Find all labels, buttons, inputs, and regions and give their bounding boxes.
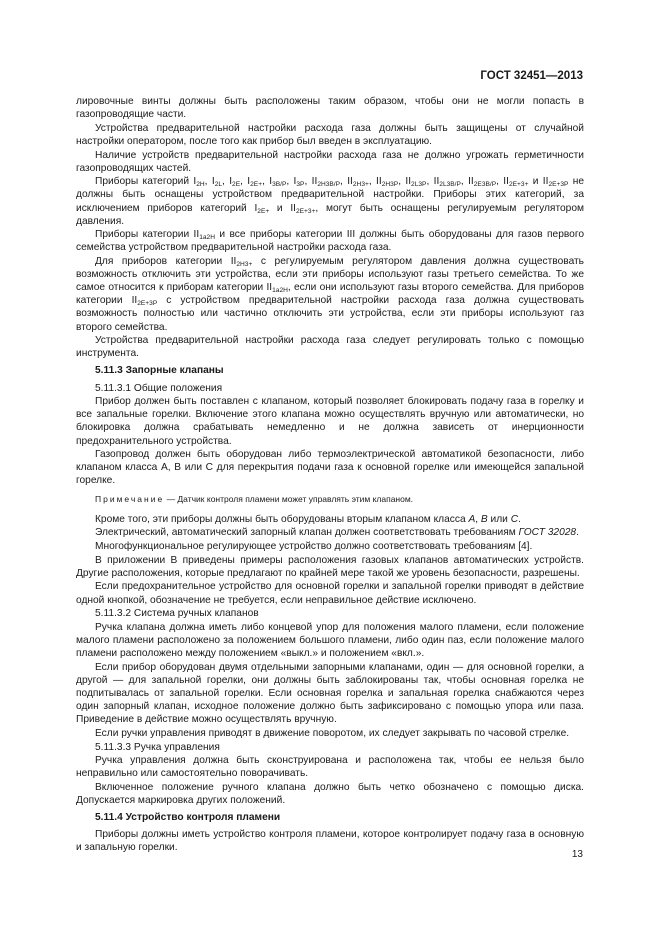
paragraph: Приборы категории $II_{1a2H}$ и все приборы категории III должны быть оборудованы для газов первого семейства устройством предварительной настройки расхода газа. [76,229,584,254]
paragraph: Если прибор оборудован двумя отдельными запорными клапанами, один — для основной горелки, а другой — для запальной горелки, они должны быть заблокированы так, чтобы основная горелка не подпитывалась от запальной горелки. Если основная горелка и запальная горелка снабжаются через один запорный клапан, исходное положение должно быть зафиксировано с помощью упора или паза. Приведение в действие можно осуществлять вручную. [76,661,584,726]
note-label: Примечание [95,494,165,505]
paragraph: Наличие устройств предварительной настройки расхода газа не должно угрожать герметичности газопроводящих частей. [76,149,584,174]
paragraph: Если ручки управления приводят в движение поворотом, их следует закрывать по часовой стрелке. [95,727,570,739]
page-number: 13 [571,849,583,860]
paragraph: Приборы категорий $I_{2H}$, $I_{2L}$, $I_{2E}$, $I_{2E+}$, $I_{3B/P}$, $I_{3P}$, $II_{2H3B/P}$, $II_{2H3+}$, $II_{2H3P}$, $II_{2L3P}$, $II_{2L3B/P}$, $II_{2E3B/P}$, $II_{2E+3+}$ и $II_{2E+3P}$ не должны быть оснащены устройством предварительной настройки. Приборы этих категорий, за исключением приборов категорий $I_{2E+}$ и $II_{2E+3+}$, могут быть оснащены регулируемым регулятором давления. [76,176,585,227]
document-header: ГОСТ 32451—2013 [480,70,583,82]
paragraph: Электрический, автоматический запорный клапан должен соответствовать требованиям ГОСТ 32028. [95,527,579,539]
paragraph: Включенное положение ручного клапана должно быть четко обозначено с помощью диска. Допускается маркировка других положений. [76,781,584,807]
paragraph: лировочные винты должны быть расположены таким образом, чтобы они не могли попасть в газопроводящие части. [76,96,584,121]
paragraph: Ручка управления должна быть сконструирована и расположена так, чтобы ее нельзя было неправильно или самостоятельно поворачивать. [76,755,584,780]
paragraph: Устройства предварительной настройки расхода газа должны быть защищены от случайной настройки оператором, после того как прибор был введен в эксплуатацию. [76,122,584,147]
paragraph: Кроме того, эти приборы должны быть оборудованы вторым клапаном класса А, В или С. [95,513,521,525]
note: Примечание — Датчик контроля пламени может управлять этим клапаном. [95,494,414,505]
section-heading: 5.11.4 Устройство контроля пламени [95,812,281,824]
subsection-title: 5.11.3.2 Система ручных клапанов [95,608,259,620]
paragraph: Газопровод должен быть оборудован либо термоэлектрической автоматикой безопасности, либо клапаном класса А, В или С для перекрытия подачи газа к основной горелке или имеющейся запальной горелке. [76,449,584,487]
paragraph: Приборы должны иметь устройство контроля пламени, которое контролирует подачу газа в основную и запальную горелки. [76,829,584,854]
document-body [76,95,584,855]
section-heading: 5.11.3 Запорные клапаны [95,365,224,377]
paragraph: В приложении В приведены примеры расположения газовых клапанов автоматических устройств. Другие расположения, которые предлагают по крайней мере такой же уровень безопасности, разрешены. [76,554,584,579]
paragraph: Прибор должен быть поставлен с клапаном, который позволяет блокировать подачу газа в горелку и все запальные горелки. Включение этого клапана можно осуществлять вручную или автоматически, но блокировка должна срабатывать немедленно и не должна зависеть от инерционности предохранительного устройства. [76,396,584,447]
subsection-title: 5.11.3.3 Ручка управления [95,741,220,753]
paragraph: Многофункциональное регулирующее устройство должно соответствовать требованиям [4]. [95,540,533,552]
paragraph: Ручка клапана должна иметь либо концевой упор для положения малого пламени, если положение малого пламени расположено за положением большого пламени, либо один паз, если положение малого пламени расположено между положением «выкл.» и положением «вкл.». [76,621,584,660]
paragraph: Если предохранительное устройство для основной горелки и запальной горелки приводят в действие одной кнопкой, обозначение не требуется, если неправильное действие исключено. [76,581,584,606]
subsection-title: 5.11.3.1 Общие положения [95,382,223,394]
paragraph: Устройства предварительной настройки расхода газа следует регулировать только с помощью инструмента. [76,335,584,360]
paragraph: Для приборов категории $II_{2H3+}$ с регулируемым регулятором давления должна существовать возможность отключить эти устройства, если эти приборы используют газы третьего семейства. То же самое относится к приборам категории $II_{1a2H}$, если они используют газы второго семейства. Для приборов категории $II_{2E+3P}$ с устройством предварительной настройки расхода газа должна существовать возможность полностью или частично отключить эти устройства, если эти приборы используют газ второго семейства. [76,256,584,333]
